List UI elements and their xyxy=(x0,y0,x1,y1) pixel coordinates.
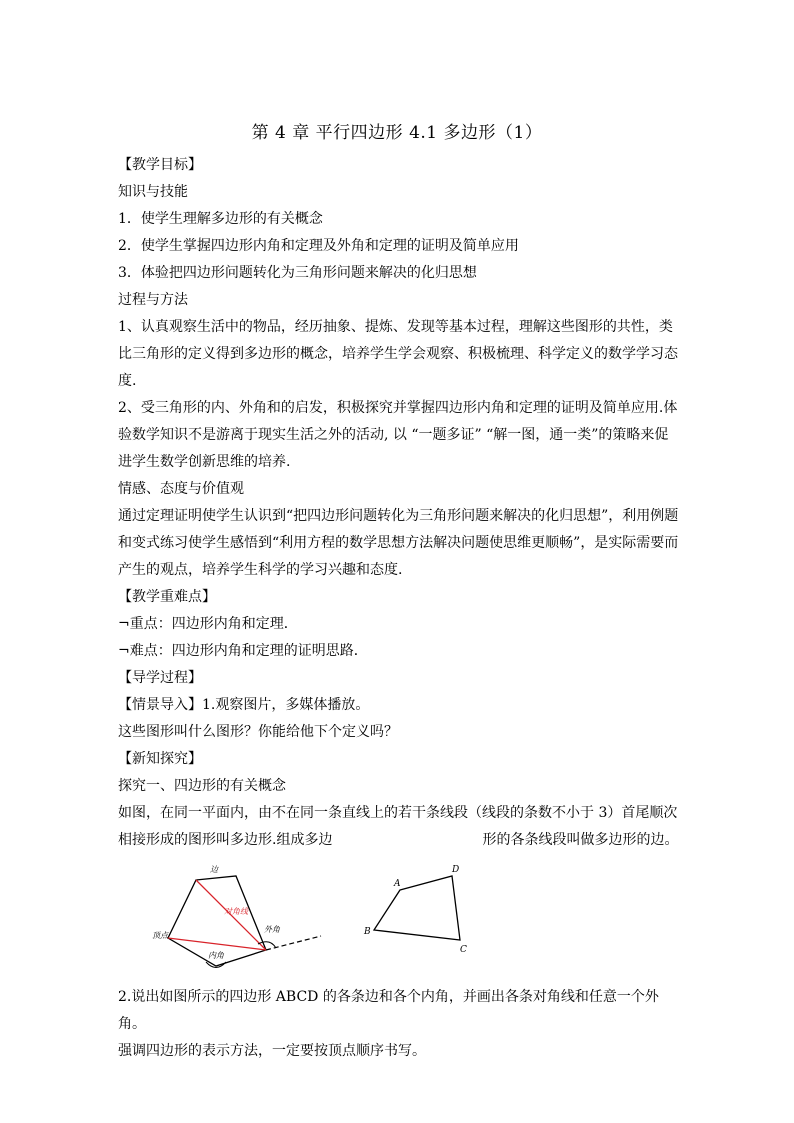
emotion-item-1: 通过定理证明使学生认识到“把四边形问题转化为三角形问题来解决的化归思想”，利用例题和变式练习使学生感悟到“利用方程的数学思想方法解决问题使思维更顺畅”，是实际需要而产生的观点，培养学生科学的学习兴趣和态度. xyxy=(118,508,679,578)
explore-header: 【新知探究】 xyxy=(118,751,202,767)
process-header: 过程与方法 xyxy=(118,292,188,308)
question-2: 2.说出如图所示的四边形 ABCD 的各条边和各个内角，并画出各条对角线和任意一个外角。 xyxy=(118,989,659,1032)
polygon-terminology-figure xyxy=(118,858,338,978)
figures-row xyxy=(118,858,680,978)
label-exterior-angle: 外角 xyxy=(264,925,280,934)
emotion-header: 情感、态度与价值观 xyxy=(118,481,244,497)
explore-item-1: 探究一、四边形的有关概念 xyxy=(118,778,286,794)
label-interior-angle: 内角 xyxy=(208,951,224,960)
guide-header: 【导学过程】 xyxy=(118,670,202,686)
definition-paragraph xyxy=(118,800,680,854)
difficult-point: ¬难点：四边形内角和定理的证明思路． xyxy=(118,643,368,659)
definition-part-b: 形的各条线段叫做多边形的边。 xyxy=(482,832,679,848)
vertex-c-label: C xyxy=(460,945,467,955)
label-side: 边 xyxy=(210,865,218,874)
key-point: ¬重点：四边形内角和定理． xyxy=(118,616,298,632)
knowledge-item-3: 3．体验把四边形问题转化为三角形问题来解决的化归思想 xyxy=(118,265,477,281)
process-item-1: 1、认真观察生活中的物品，经历抽象、提炼、发现等基本过程，理解这些图形的共性，类比三角形的定义得到多边形的概念，培养学生学会观察、积极梳理、科学定义的数学学习态度. xyxy=(118,319,678,389)
key-header: 【教学重难点】 xyxy=(118,589,216,605)
goals-header: 【教学目标】 xyxy=(118,157,202,173)
quadrilateral-abcd-figure xyxy=(358,858,498,978)
page-title: 第 4 章 平行四边形 4.1 多边形（1） xyxy=(251,123,543,143)
extended-side xyxy=(266,936,321,950)
question-1: 这些图形叫什么图形？你能给他下个定义吗？ xyxy=(118,724,398,740)
question-3: 强调四边形的表示方法，一定要按顶点顺序书写。 xyxy=(118,1043,426,1059)
knowledge-item-2: 2．使学生掌握四边形内角和定理及外角和定理的证明及简单应用 xyxy=(118,238,519,254)
intro-line: 【情景导入】1.观察图片，多媒体播放。 xyxy=(118,697,370,713)
process-item-2: 2、受三角形的内、外角和的启发，积极探究并掌握四边形内角和定理的证明及简单应用.体验数学知识不是游离于现实生活之外的活动, 以 “一题多证” “解一图，通一类”的策略来促进学生数学创新思维的培养. xyxy=(118,400,678,470)
vertex-d-label: D xyxy=(452,865,460,875)
vertex-b-label: B xyxy=(364,927,371,937)
quadrilateral-shape xyxy=(374,876,460,940)
label-vertex: 顶点 xyxy=(152,931,168,940)
definition-part-a: 如图，在同一平面内，由不在同一条直线上的若干条线段（线段的条数不小于 3）首尾顺次相接形成的图形叫多边形.组成多边 xyxy=(118,805,678,848)
document-body xyxy=(118,152,680,1065)
knowledge-header: 知识与技能 xyxy=(118,184,188,200)
diagonal-line-2 xyxy=(168,938,266,950)
vertex-a-label: A xyxy=(394,879,401,889)
label-diagonal: 对角线 xyxy=(224,907,248,916)
knowledge-item-1: 1．使学生理解多边形的有关概念 xyxy=(118,211,323,227)
